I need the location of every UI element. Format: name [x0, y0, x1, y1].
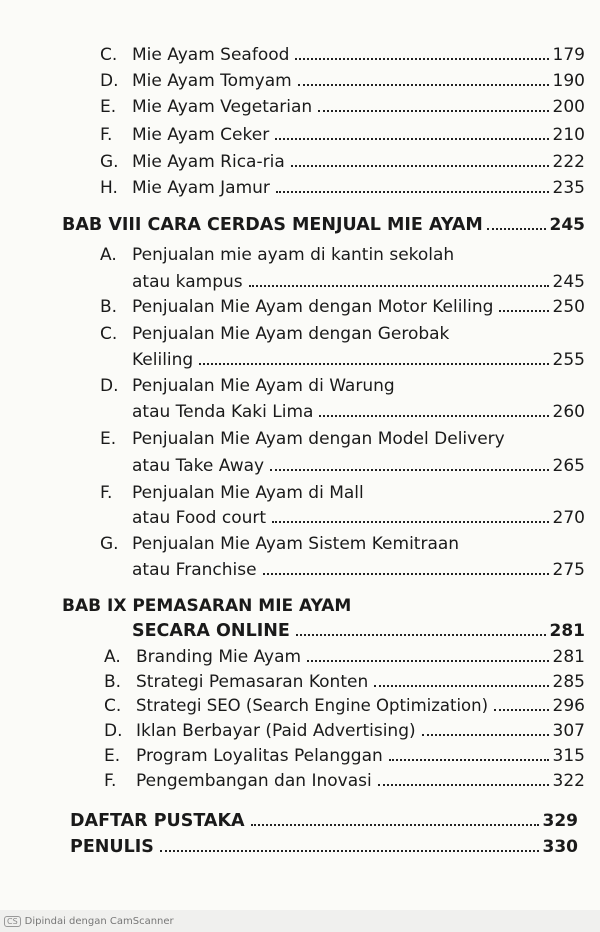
- chapter-heading-ix: BAB IX PEMASARAN MIE AYAM: [62, 596, 352, 616]
- dot-leader: [276, 191, 549, 193]
- toc-entry-ix-b: [104, 671, 585, 693]
- entry-title-line1: Penjualan Mie Ayam Sistem Kemitraan: [132, 534, 460, 554]
- entry-title-line2: atau Franchise: [132, 560, 257, 580]
- entry-title-line2: atau Take Away: [132, 456, 265, 476]
- toc-entry-ix-e: [104, 745, 585, 767]
- toc-entry-vii-f: [100, 124, 585, 146]
- entry-page: 285: [552, 672, 585, 692]
- entry-page: 329: [542, 811, 578, 831]
- entry-page: 235: [552, 178, 585, 198]
- dot-leader: [487, 228, 546, 230]
- toc-entry-viii-c: [100, 323, 449, 345]
- dot-leader: [160, 850, 539, 852]
- dot-leader: [378, 784, 549, 786]
- entry-title: PENULIS: [70, 837, 154, 857]
- toc-entry-ix-f: [104, 770, 585, 792]
- toc-entry-viii-c-cont: [132, 349, 585, 371]
- dot-leader: [251, 824, 539, 826]
- toc-entry-viii-b: [100, 296, 585, 318]
- entry-letter: E.: [104, 746, 121, 766]
- toc-entry-viii-g-cont: [132, 559, 585, 581]
- entry-letter: G.: [100, 534, 119, 554]
- entry-page: 250: [552, 297, 585, 317]
- entry-page: 296: [552, 696, 585, 716]
- entry-letter: B.: [100, 297, 118, 317]
- entry-page: 275: [552, 560, 585, 580]
- toc-entry-viii-d-cont: [132, 401, 585, 423]
- toc-entry-viii-f-cont: [132, 507, 585, 529]
- entry-title: Penjualan Mie Ayam dengan Motor Keliling: [132, 297, 494, 317]
- dot-leader: [272, 521, 549, 523]
- entry-letter: D.: [100, 71, 119, 91]
- chapter-heading-ix-cont: [132, 620, 585, 642]
- entry-title-line2: atau kampus: [132, 272, 243, 292]
- entry-page: 330: [542, 837, 578, 857]
- toc-entry-vii-h: [100, 177, 585, 199]
- dot-leader: [499, 310, 548, 312]
- entry-page: 210: [552, 125, 585, 145]
- entry-title-line1: Penjualan mie ayam di kantin sekolah: [132, 245, 455, 265]
- toc-entry-daftar-pustaka: [70, 810, 578, 832]
- toc-entry-vii-c: [100, 44, 585, 66]
- dot-leader: [298, 84, 549, 86]
- entry-page: 307: [552, 721, 585, 741]
- dot-leader: [318, 110, 548, 112]
- toc-entry-viii-e: [100, 428, 505, 450]
- entry-letter: F.: [100, 125, 113, 145]
- chapter-heading-viii: [62, 214, 585, 236]
- entry-letter: F.: [100, 483, 113, 503]
- entry-page: 322: [552, 771, 585, 791]
- entry-title: Mie Ayam Tomyam: [132, 71, 292, 91]
- dot-leader: [263, 573, 549, 575]
- dot-leader: [295, 58, 548, 60]
- entry-letter: A.: [104, 647, 121, 667]
- entry-letter: H.: [100, 178, 118, 198]
- entry-page: 265: [552, 456, 585, 476]
- entry-letter: B.: [104, 672, 122, 692]
- entry-letter: A.: [100, 245, 117, 265]
- toc-entry-vii-g: [100, 151, 585, 173]
- entry-letter: C.: [100, 324, 118, 344]
- entry-page: 190: [552, 71, 585, 91]
- entry-letter: F.: [104, 771, 117, 791]
- entry-title: Iklan Berbayar (Paid Advertising): [136, 721, 416, 741]
- dot-leader: [389, 759, 549, 761]
- entry-page: 222: [552, 152, 585, 172]
- dot-leader: [494, 709, 549, 711]
- entry-title-line1: Penjualan Mie Ayam di Mall: [132, 483, 364, 503]
- toc-entry-viii-e-cont: [132, 455, 585, 477]
- dot-leader: [275, 138, 548, 140]
- chapter-title-line2: SECARA ONLINE: [132, 621, 290, 641]
- entry-letter: D.: [100, 376, 119, 396]
- toc-entry-vii-d: [100, 70, 585, 92]
- entry-title: Pengembangan dan Inovasi: [136, 771, 372, 791]
- entry-page: 281: [552, 647, 585, 667]
- entry-page: 245: [552, 272, 585, 292]
- toc-entry-vii-e: [100, 96, 585, 118]
- dot-leader: [291, 165, 549, 167]
- toc-entry-viii-d: [100, 375, 395, 397]
- entry-title-line2: atau Food court: [132, 508, 267, 528]
- toc-entry-viii-a-cont: [132, 271, 585, 293]
- chapter-page: 281: [549, 621, 585, 641]
- dot-leader: [319, 415, 548, 417]
- dot-leader: [270, 469, 548, 471]
- toc-entry-viii-a: [100, 244, 454, 266]
- entry-letter: E.: [100, 97, 117, 117]
- entry-page: 270: [552, 508, 585, 528]
- toc-entry-viii-f: [100, 482, 364, 504]
- entry-page: 260: [552, 402, 585, 422]
- entry-letter: C.: [100, 45, 118, 65]
- entry-title: Strategi SEO (Search Engine Optimization): [136, 696, 489, 715]
- dot-leader: [374, 685, 548, 687]
- entry-title: Mie Ayam Vegetarian: [132, 97, 313, 117]
- toc-entry-ix-d: [104, 720, 585, 742]
- toc-entry-ix-c: [104, 695, 585, 717]
- dot-leader: [199, 363, 548, 365]
- scanner-watermark: [0, 910, 600, 932]
- entry-page: 179: [552, 45, 585, 65]
- entry-letter: C.: [104, 696, 122, 716]
- entry-title: Program Loyalitas Pelanggan: [136, 746, 383, 766]
- dot-leader: [307, 660, 548, 662]
- chapter-page: 245: [549, 215, 585, 235]
- toc-entry-viii-g: [100, 533, 459, 555]
- entry-title: Branding Mie Ayam: [136, 647, 302, 667]
- entry-title: Mie Ayam Ceker: [132, 125, 270, 145]
- watermark-text: Dipindai dengan CamScanner: [24, 915, 174, 927]
- entry-title: DAFTAR PUSTAKA: [70, 811, 245, 831]
- entry-title-line2: atau Tenda Kaki Lima: [132, 402, 314, 422]
- entry-page: 315: [552, 746, 585, 766]
- chapter-title: BAB VIII CARA CERDAS MENJUAL MIE AYAM: [62, 215, 483, 235]
- entry-title-line2: Keliling: [132, 350, 194, 370]
- dot-leader: [422, 734, 549, 736]
- dot-leader: [296, 634, 546, 636]
- entry-letter: D.: [104, 721, 123, 741]
- entry-title-line1: Penjualan Mie Ayam dengan Gerobak: [132, 324, 450, 344]
- entry-page: 200: [552, 97, 585, 117]
- entry-title: Mie Ayam Seafood: [132, 45, 290, 65]
- camscanner-logo-icon: CS: [4, 916, 21, 927]
- dot-leader: [249, 285, 549, 287]
- entry-letter: E.: [100, 429, 117, 449]
- entry-title: Mie Ayam Rica-ria: [132, 152, 285, 172]
- toc-entry-penulis: [70, 836, 578, 858]
- entry-page: 255: [552, 350, 585, 370]
- toc-entry-ix-a: [104, 646, 585, 668]
- entry-title: Mie Ayam Jamur: [132, 178, 270, 198]
- entry-title-line1: Penjualan Mie Ayam dengan Model Delivery: [132, 429, 505, 449]
- entry-title-line1: Penjualan Mie Ayam di Warung: [132, 376, 395, 396]
- entry-letter: G.: [100, 152, 119, 172]
- entry-title: Strategi Pemasaran Konten: [136, 672, 369, 692]
